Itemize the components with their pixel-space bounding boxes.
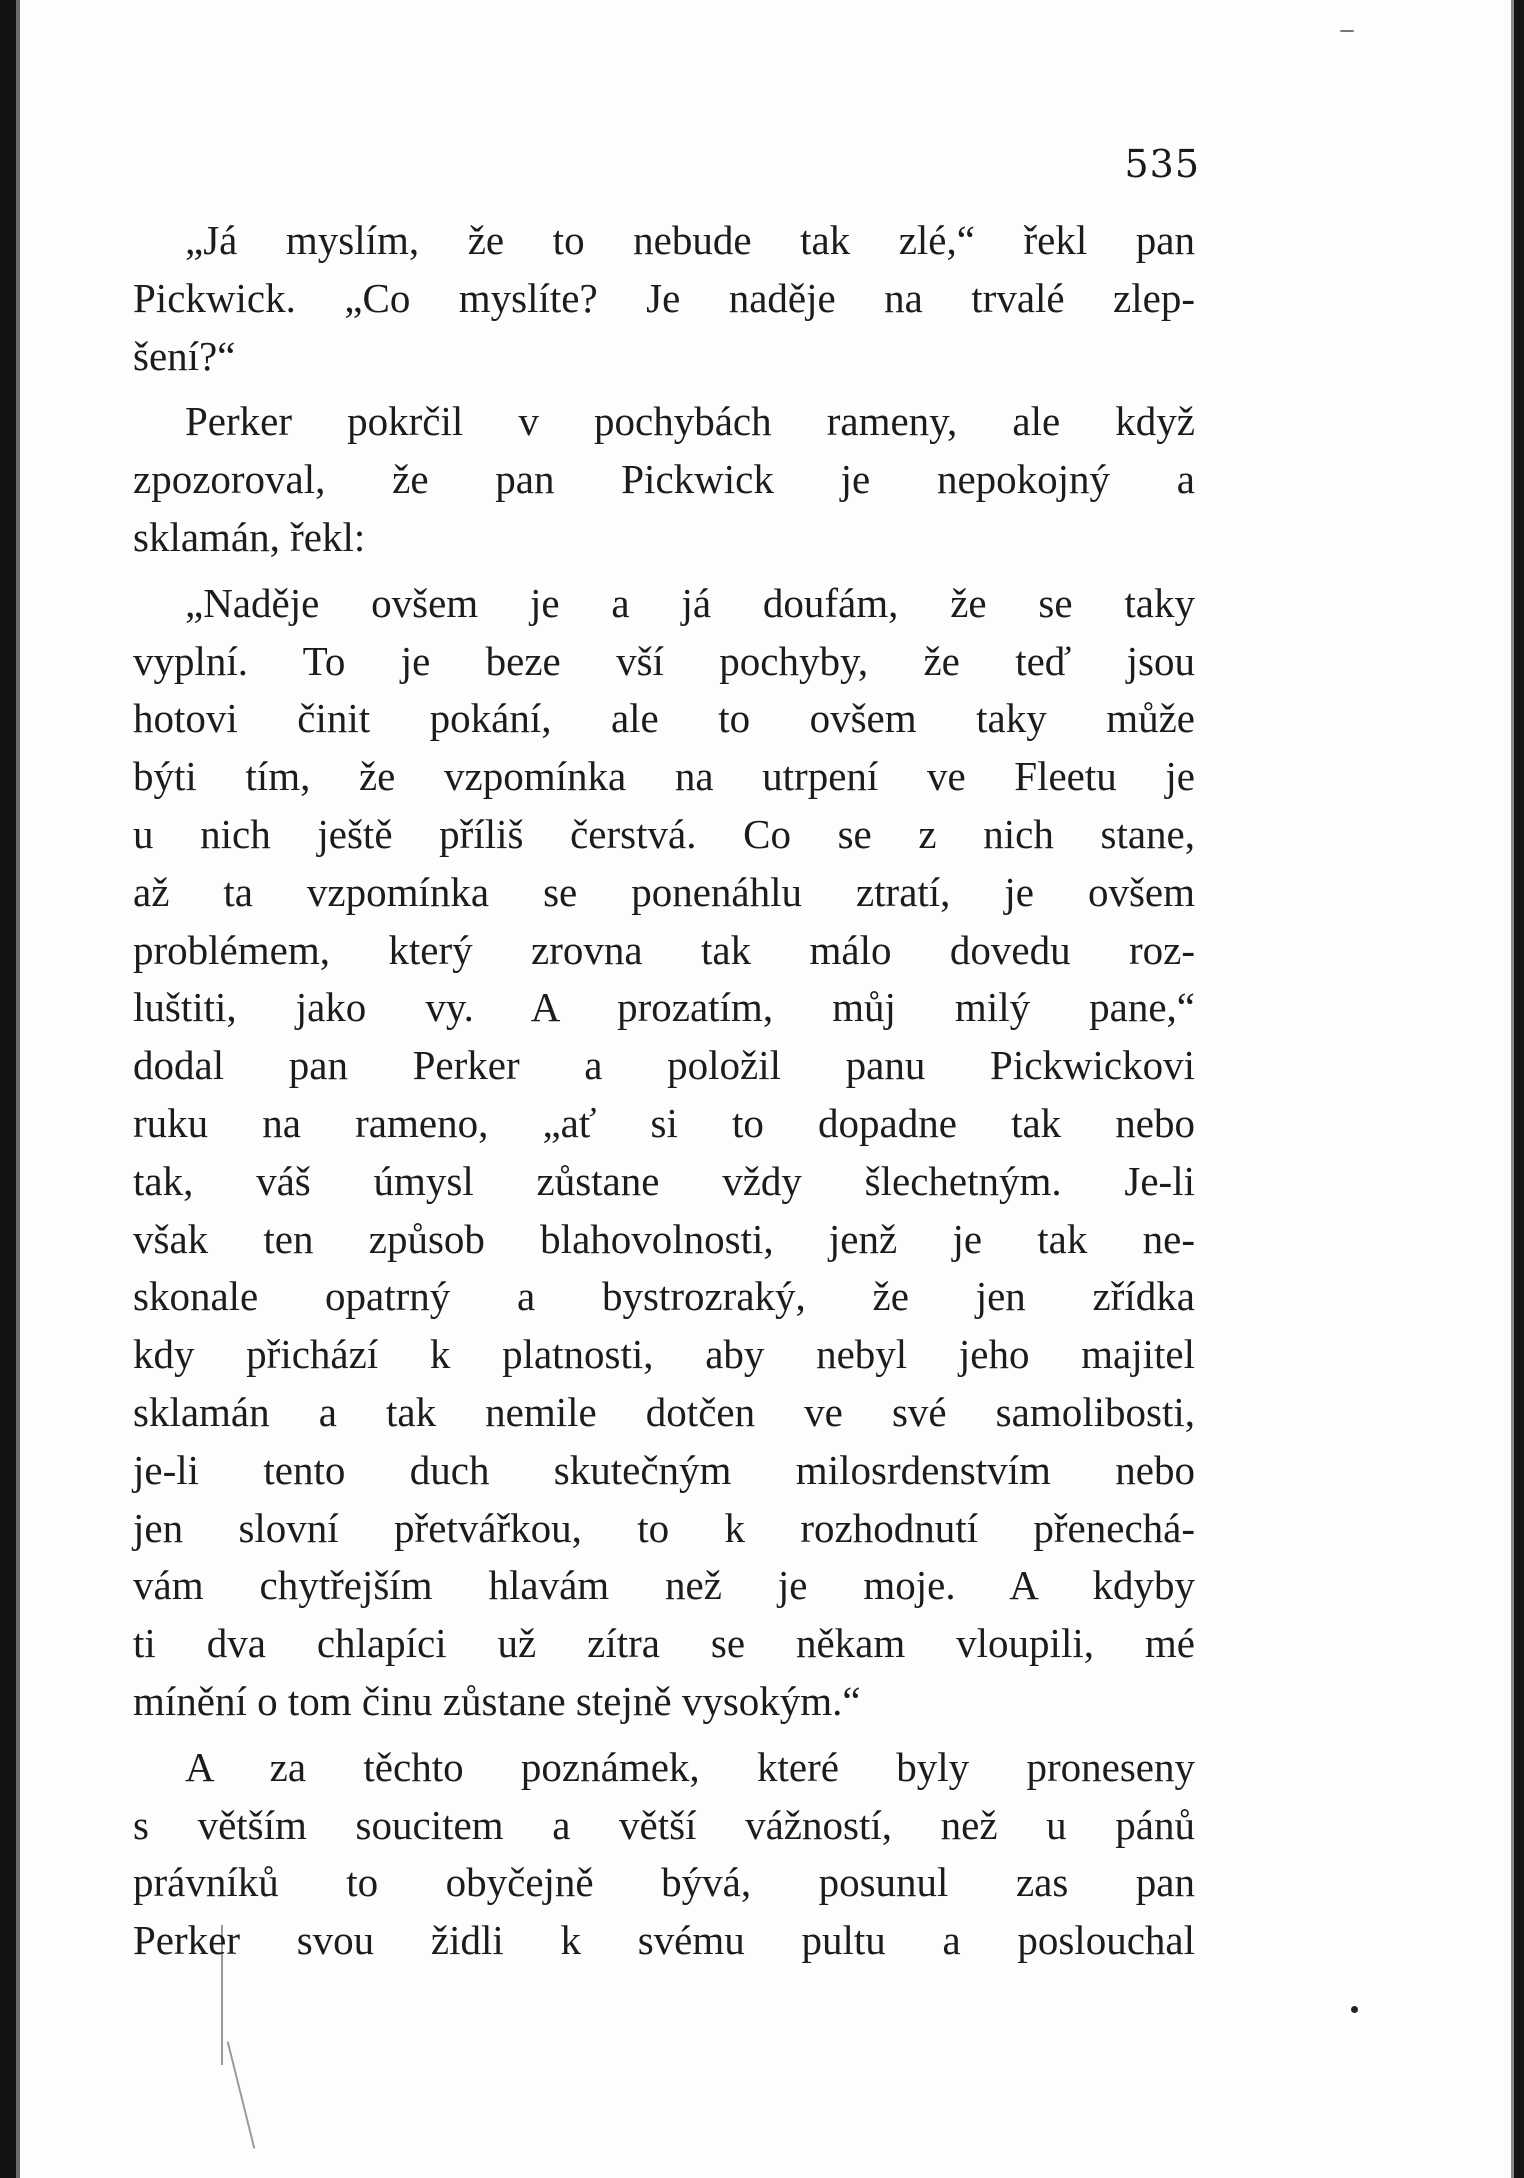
scan-edge-right-shadow — [1511, 0, 1514, 2178]
paragraph — [133, 1739, 1195, 1970]
text-line: sklamán a tak nemile dotčen ve své samolibosti, — [133, 1388, 1195, 1435]
text-line: Perker svou židli k svému pultu a poslouchal — [133, 1917, 1195, 1964]
text-line: skonale opatrný a bystrozraký, že jen zřídka — [133, 1273, 1195, 1320]
text-line: mínění o tom činu zůstane stejně vysokým.“ — [133, 1677, 861, 1724]
scan-edge-left-shadow — [16, 0, 20, 2178]
text-line: s větším soucitem a větší vážností, než u pánů — [133, 1801, 1195, 1848]
text-line: problémem, který zrovna tak málo dovedu roz- — [133, 926, 1195, 973]
text-line: tak, váš úmysl zůstane vždy šlechetným. Je-li — [133, 1157, 1195, 1204]
text-line: hotovi činit pokání, ale to ovšem taky může — [133, 695, 1195, 742]
text-line: ruku na rameno, „ať si to dopadne tak nebo — [133, 1099, 1195, 1146]
text-line: sklamán, řekl: — [133, 513, 366, 560]
paragraph — [133, 393, 1195, 566]
paragraph — [133, 212, 1195, 385]
text-line: ti dva chlapíci už zítra se někam vloupili, mé — [133, 1620, 1195, 1667]
text-line: vám chytřejším hlavám než je moje. A kdyby — [133, 1562, 1195, 1609]
body-text — [133, 212, 1195, 1970]
text-line: kdy přichází k platnosti, aby nebyl jeho majitel — [133, 1331, 1195, 1378]
text-line: Pickwick. „Co myslíte? Je naděje na trvalé zlep- — [133, 274, 1195, 321]
dust-speck — [1351, 2006, 1358, 2013]
scan-scratch — [227, 2041, 256, 2148]
text-line: je-li tento duch skutečným milosrdenstvím nebo — [133, 1446, 1195, 1493]
text-line: „Já myslím, že to nebude tak zlé,“ řekl pan — [185, 217, 1195, 263]
text-line: vyplní. To je beze vší pochyby, že teď jsou — [133, 637, 1195, 684]
text-line: právníků to obyčejně bývá, posunul zas pan — [133, 1859, 1195, 1906]
dust-mark — [1340, 30, 1354, 32]
text-line: u nich ještě příliš čerstvá. Co se z nich stane, — [133, 810, 1195, 857]
text-line: šení?“ — [133, 332, 236, 379]
text-line: jen slovní přetvářkou, to k rozhodnutí přenechá- — [133, 1504, 1195, 1551]
text-line: A za těchto poznámek, které byly proneseny — [185, 1743, 1195, 1790]
scan-edge-right — [1514, 0, 1524, 2178]
text-line: až ta vzpomínka se ponenáhlu ztratí, je ovšem — [133, 868, 1195, 915]
paragraph — [133, 575, 1195, 1731]
text-line: luštiti, jako vy. A prozatím, můj milý pane,“ — [133, 984, 1195, 1031]
text-line: „Naděje ovšem je a já doufám, že se taky — [185, 579, 1195, 626]
text-line: dodal pan Perker a položil panu Pickwickovi — [133, 1042, 1195, 1089]
text-line: zpozoroval, že pan Pickwick je nepokojný a — [133, 456, 1195, 503]
scan-edge-left — [0, 0, 16, 2178]
page-number: 535 — [1124, 142, 1200, 186]
text-line: býti tím, že vzpomínka na utrpení ve Fleetu je — [133, 753, 1195, 800]
text-line: Perker pokrčil v pochybách rameny, ale když — [185, 398, 1195, 445]
text-line: však ten způsob blahovolnosti, jenž je tak ne- — [133, 1215, 1195, 1262]
